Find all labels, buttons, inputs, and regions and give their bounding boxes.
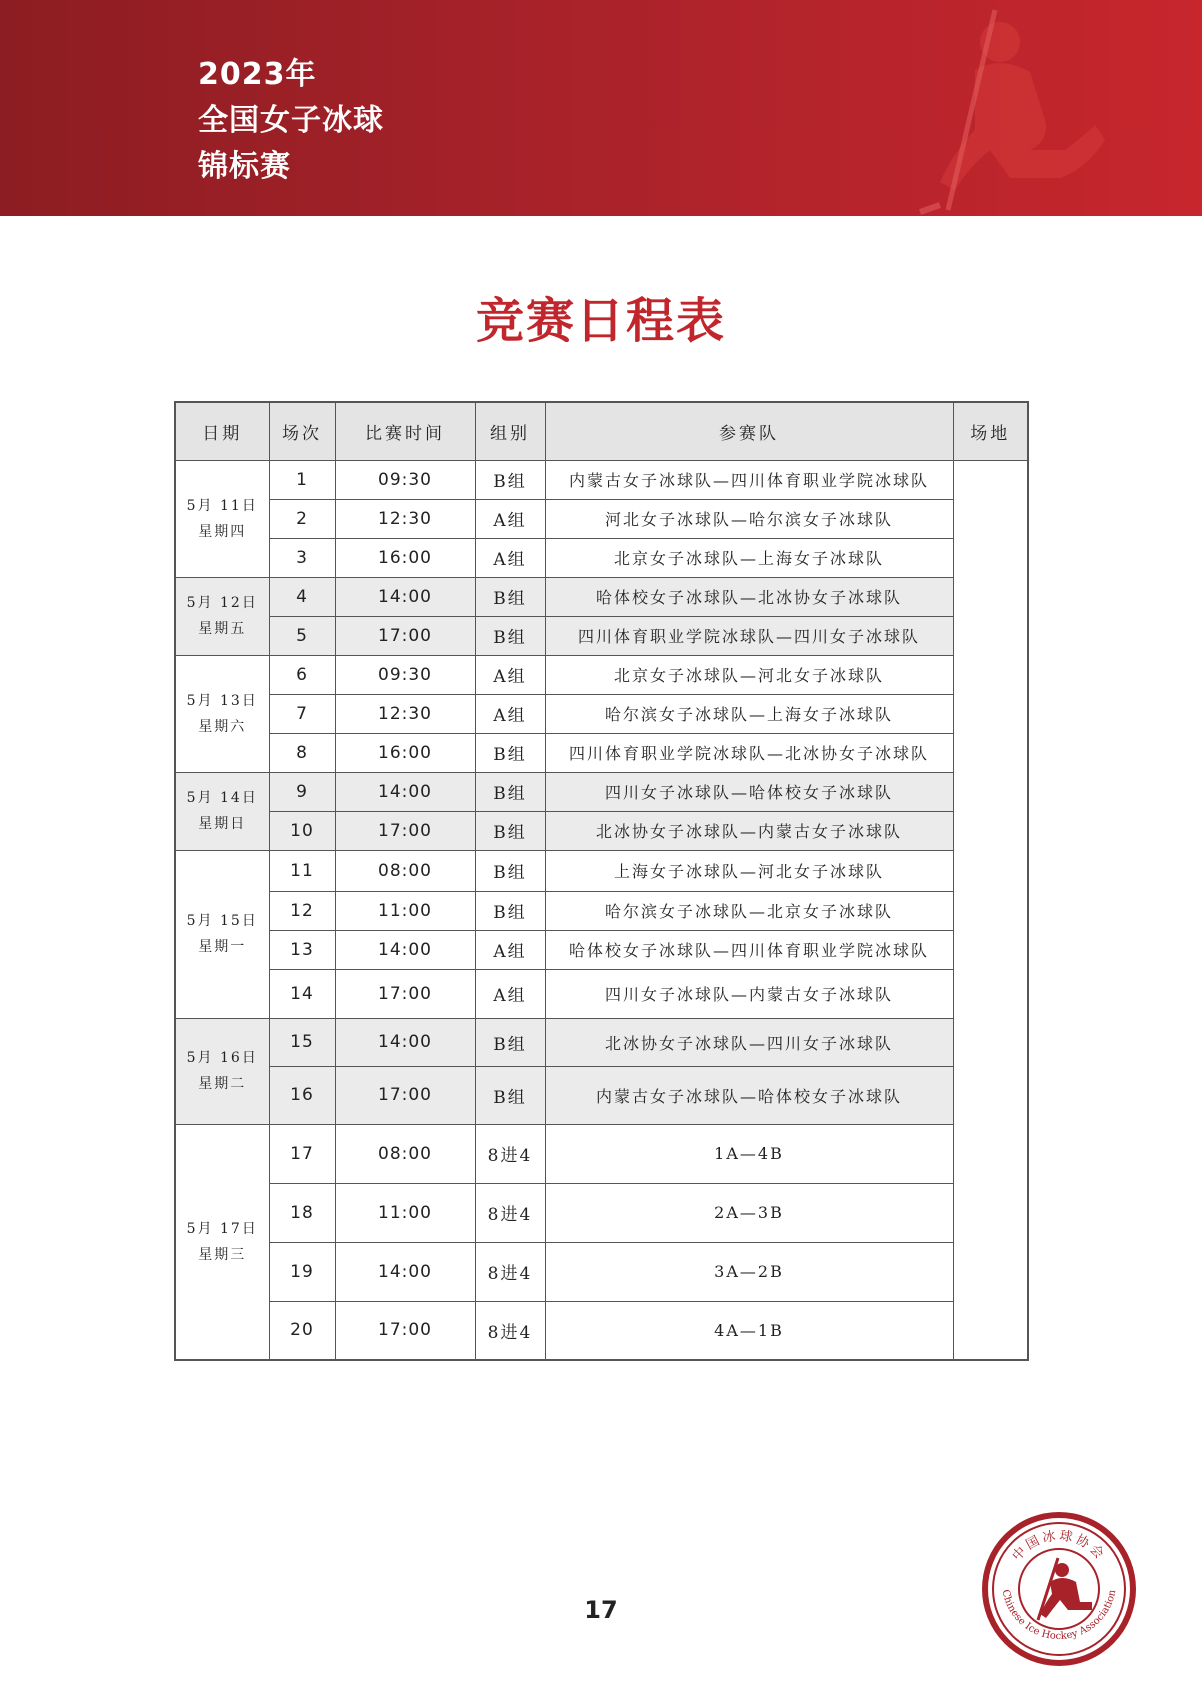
table-row	[175, 891, 1028, 930]
match-date: 5月 15日	[186, 913, 258, 929]
match-group: B组	[475, 733, 545, 772]
table-row	[175, 577, 1028, 616]
match-time: 14:00	[335, 772, 475, 811]
match-weekday: 星期四	[198, 523, 247, 540]
match-time: 08:00	[335, 850, 475, 891]
match-number: 14	[269, 969, 335, 1018]
match-date: 5月 12日	[186, 595, 258, 611]
match-teams: 北京女子冰球队—上海女子冰球队	[545, 538, 953, 577]
table-header-row	[175, 402, 1028, 460]
match-weekday: 星期三	[198, 1246, 247, 1263]
match-time: 14:00	[335, 930, 475, 969]
svg-text:Chinese Ice Hockey Association: Chinese Ice Hockey Association	[999, 1588, 1119, 1643]
match-time: 16:00	[335, 538, 475, 577]
match-group: B组	[475, 891, 545, 930]
match-number: 5	[269, 616, 335, 655]
match-number: 10	[269, 811, 335, 850]
match-teams: 1A—4B	[545, 1124, 953, 1183]
table-row	[175, 538, 1028, 577]
match-weekday: 星期六	[198, 718, 247, 735]
match-group: B组	[475, 616, 545, 655]
match-group: B组	[475, 460, 545, 499]
date-cell	[175, 577, 269, 655]
match-group: A组	[475, 655, 545, 694]
match-time: 11:00	[335, 891, 475, 930]
match-weekday: 星期日	[198, 816, 247, 832]
match-group: B组	[475, 811, 545, 850]
match-time: 17:00	[335, 811, 475, 850]
match-teams: 哈尔滨女子冰球队—北京女子冰球队	[545, 891, 953, 930]
match-time: 17:00	[335, 1066, 475, 1124]
match-number: 11	[269, 850, 335, 891]
match-number: 13	[269, 930, 335, 969]
table-row	[175, 499, 1028, 538]
match-teams: 上海女子冰球队—河北女子冰球队	[545, 850, 953, 891]
header-banner	[0, 0, 1202, 216]
table-row	[175, 811, 1028, 850]
page-number: 17	[584, 1596, 618, 1624]
table-row	[175, 772, 1028, 811]
match-number: 19	[269, 1242, 335, 1301]
match-time: 17:00	[335, 1301, 475, 1360]
table-row	[175, 1124, 1028, 1183]
match-number: 2	[269, 499, 335, 538]
match-time: 11:00	[335, 1183, 475, 1242]
association-seal-logo	[980, 1510, 1138, 1668]
column-header-date: 日期	[175, 402, 269, 460]
match-weekday: 星期一	[198, 939, 247, 955]
match-teams: 4A—1B	[545, 1301, 953, 1360]
match-teams: 北冰协女子冰球队—四川女子冰球队	[545, 1018, 953, 1066]
match-number: 9	[269, 772, 335, 811]
match-teams: 哈体校女子冰球队—四川体育职业学院冰球队	[545, 930, 953, 969]
match-time: 17:00	[335, 969, 475, 1018]
date-cell	[175, 850, 269, 1018]
match-time: 09:30	[335, 460, 475, 499]
event-title-line-3: 锦标赛	[198, 149, 291, 184]
match-group: A组	[475, 930, 545, 969]
match-group: 8进4	[475, 1301, 545, 1360]
match-time: 12:30	[335, 499, 475, 538]
match-group: A组	[475, 499, 545, 538]
date-cell	[175, 1018, 269, 1124]
match-time: 14:00	[335, 1018, 475, 1066]
column-header-time: 比赛时间	[335, 402, 475, 460]
match-teams: 四川体育职业学院冰球队—北冰协女子冰球队	[545, 733, 953, 772]
table-row	[175, 733, 1028, 772]
match-number: 3	[269, 538, 335, 577]
column-header-teams: 参赛队	[545, 402, 953, 460]
column-header-group: 组别	[475, 402, 545, 460]
table-row	[175, 850, 1028, 891]
venue-cell	[953, 460, 1028, 1360]
table-row	[175, 655, 1028, 694]
match-teams: 哈尔滨女子冰球队—上海女子冰球队	[545, 694, 953, 733]
table-row	[175, 969, 1028, 1018]
match-time: 14:00	[335, 577, 475, 616]
match-teams: 2A—3B	[545, 1183, 953, 1242]
event-title-line-2: 全国女子冰球	[198, 103, 384, 138]
column-header-venue: 场地	[953, 402, 1028, 460]
match-weekday: 星期五	[198, 621, 247, 637]
match-date: 5月 17日	[186, 1220, 258, 1237]
match-date: 5月 13日	[186, 692, 258, 709]
match-group: A组	[475, 694, 545, 733]
match-group: B组	[475, 577, 545, 616]
match-number: 4	[269, 577, 335, 616]
match-group: 8进4	[475, 1124, 545, 1183]
column-header-match-no: 场次	[269, 402, 335, 460]
match-time: 14:00	[335, 1242, 475, 1301]
match-teams: 哈体校女子冰球队—北冰协女子冰球队	[545, 577, 953, 616]
match-number: 6	[269, 655, 335, 694]
match-teams: 北冰协女子冰球队—内蒙古女子冰球队	[545, 811, 953, 850]
table-row	[175, 1183, 1028, 1242]
match-teams: 河北女子冰球队—哈尔滨女子冰球队	[545, 499, 953, 538]
match-teams: 北京女子冰球队—河北女子冰球队	[545, 655, 953, 694]
table-row	[175, 1301, 1028, 1360]
match-weekday: 星期二	[198, 1076, 247, 1092]
match-group: A组	[475, 969, 545, 1018]
table-row	[175, 460, 1028, 499]
date-cell	[175, 655, 269, 772]
schedule-table	[174, 401, 1029, 1361]
match-date: 5月 14日	[186, 790, 258, 806]
date-cell	[175, 772, 269, 850]
match-time: 12:30	[335, 694, 475, 733]
match-group: 8进4	[475, 1242, 545, 1301]
match-time: 09:30	[335, 655, 475, 694]
match-time: 08:00	[335, 1124, 475, 1183]
match-group: B组	[475, 1018, 545, 1066]
match-group: B组	[475, 850, 545, 891]
match-group: 8进4	[475, 1183, 545, 1242]
match-number: 16	[269, 1066, 335, 1124]
match-number: 1	[269, 460, 335, 499]
table-row	[175, 930, 1028, 969]
event-title	[198, 52, 384, 190]
date-cell	[175, 1124, 269, 1360]
match-teams: 四川体育职业学院冰球队—四川女子冰球队	[545, 616, 953, 655]
table-row	[175, 616, 1028, 655]
date-cell	[175, 460, 269, 577]
schedule-body	[175, 460, 1028, 1360]
match-date: 5月 11日	[186, 497, 258, 514]
match-date: 5月 16日	[186, 1050, 258, 1066]
match-number: 8	[269, 733, 335, 772]
match-teams: 四川女子冰球队—哈体校女子冰球队	[545, 772, 953, 811]
match-number: 7	[269, 694, 335, 733]
svg-text:中国冰球协会: 中国冰球协会	[1009, 1528, 1109, 1565]
match-teams: 内蒙古女子冰球队—四川体育职业学院冰球队	[545, 460, 953, 499]
match-number: 15	[269, 1018, 335, 1066]
match-group: B组	[475, 772, 545, 811]
match-number: 17	[269, 1124, 335, 1183]
event-title-line-1: 2023年	[198, 57, 317, 92]
match-number: 12	[269, 891, 335, 930]
table-row	[175, 694, 1028, 733]
match-number: 20	[269, 1301, 335, 1360]
match-time: 16:00	[335, 733, 475, 772]
match-teams: 内蒙古女子冰球队—哈体校女子冰球队	[545, 1066, 953, 1124]
table-row	[175, 1066, 1028, 1124]
match-group: B组	[475, 1066, 545, 1124]
match-number: 18	[269, 1183, 335, 1242]
table-row	[175, 1018, 1028, 1066]
table-row	[175, 1242, 1028, 1301]
match-group: A组	[475, 538, 545, 577]
page-title: 竞赛日程表	[475, 293, 726, 349]
hockey-player-icon	[880, 0, 1120, 216]
match-teams: 四川女子冰球队—内蒙古女子冰球队	[545, 969, 953, 1018]
match-time: 17:00	[335, 616, 475, 655]
match-teams: 3A—2B	[545, 1242, 953, 1301]
